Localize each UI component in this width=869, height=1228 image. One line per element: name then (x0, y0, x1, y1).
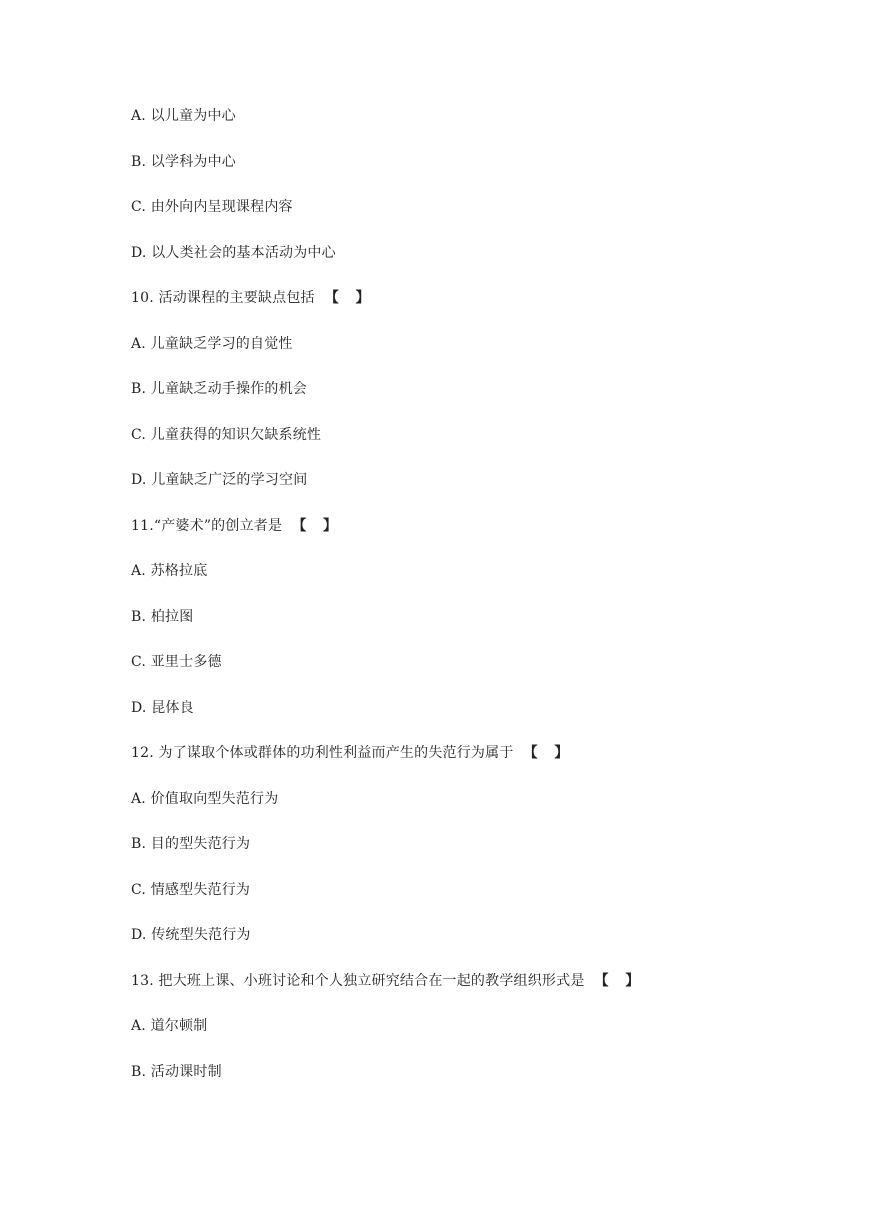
option-line (131, 466, 831, 512)
option-text: C. 情感型失范行为 (131, 881, 251, 898)
question-text: 10. 活动课程的主要缺点包括 (131, 290, 315, 306)
option-line (131, 603, 831, 649)
option-line (131, 375, 831, 421)
option-text: D. 传统型失范行为 (131, 927, 251, 943)
option-text: B. 以学科为中心 (131, 153, 236, 170)
answer-bracket: 【 】 (523, 745, 575, 761)
option-line (131, 102, 831, 148)
question-line (131, 739, 831, 785)
option-line (131, 785, 831, 831)
question-text: 13. 把大班上课、小班讨论和个人独立研究结合在一起的教学组织形式是 (131, 972, 585, 989)
question-line (131, 284, 831, 330)
document-page (131, 102, 831, 1103)
option-text: A. 价值取向型失范行为 (131, 790, 279, 807)
option-line (131, 421, 831, 467)
option-line (131, 1058, 831, 1104)
option-line (131, 830, 831, 876)
option-text: A. 儿童缺乏学习的自觉性 (131, 335, 293, 352)
option-line (131, 239, 831, 285)
option-text: B. 活动课时制 (131, 1063, 222, 1080)
answer-bracket: 【 】 (292, 517, 344, 534)
answer-bracket: 【 】 (594, 972, 646, 989)
option-text: D. 昆体良 (131, 699, 194, 716)
option-line (131, 648, 831, 694)
question-text: 11.“产婆术”的创立者是 (131, 517, 283, 534)
option-text: D. 以人类社会的基本活动为中心 (131, 244, 336, 261)
option-line (131, 330, 831, 376)
option-text: C. 亚里士多德 (131, 654, 222, 670)
option-line (131, 193, 831, 239)
option-line (131, 876, 831, 922)
question-line (131, 512, 831, 558)
option-text: A. 以儿童为中心 (131, 108, 236, 124)
question-line (131, 967, 831, 1013)
option-line (131, 148, 831, 194)
option-text: B. 柏拉图 (131, 608, 194, 625)
option-text: A. 苏格拉底 (131, 563, 208, 579)
option-text: C. 儿童获得的知识欠缺系统性 (131, 426, 322, 443)
option-line (131, 694, 831, 740)
option-line (131, 1012, 831, 1058)
option-text: D. 儿童缺乏广泛的学习空间 (131, 472, 308, 488)
option-text: B. 儿童缺乏动手操作的机会 (131, 381, 307, 397)
option-text: B. 目的型失范行为 (131, 836, 251, 852)
question-text: 12. 为了谋取个体或群体的功利性利益而产生的失范行为属于 (131, 745, 514, 761)
option-line (131, 557, 831, 603)
option-line (131, 921, 831, 967)
answer-bracket: 【 】 (324, 290, 376, 306)
option-text: A. 道尔顿制 (131, 1018, 208, 1034)
option-text: C. 由外向内呈现课程内容 (131, 199, 293, 215)
